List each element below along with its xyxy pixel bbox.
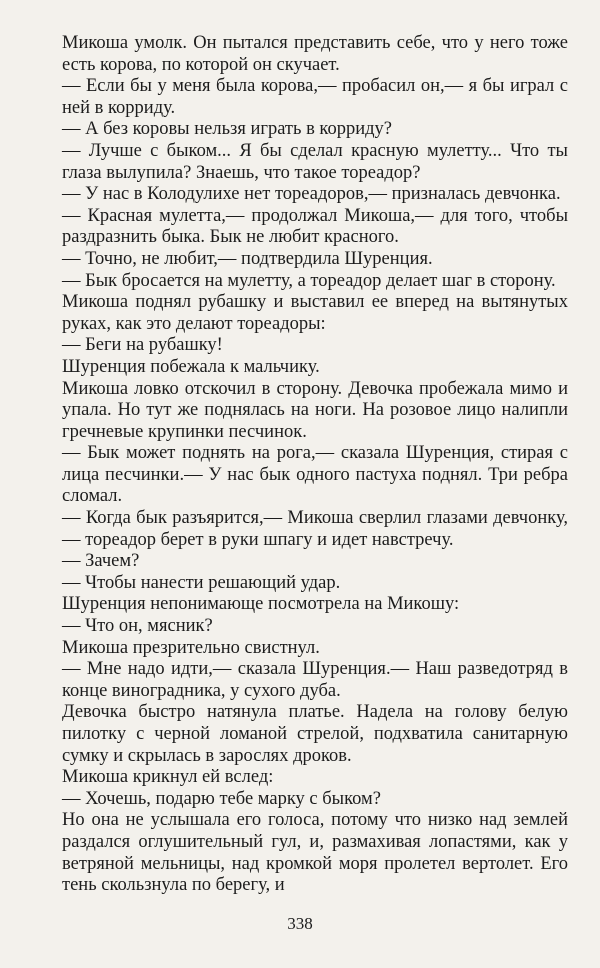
paragraph: — Бык может поднять на рога,— сказала Шуренция, стирая с лица песчинки.— У нас бык одного пастуха поднял. Три ребра сломал. (62, 443, 568, 507)
paragraph: Девочка быстро натянула платье. Надела на голову белую пилотку с черной ломаной стрелой, подхватила санитарную сумку и скрылась в зарослях дроков. (62, 702, 568, 766)
paragraph: — Зачем? (62, 551, 140, 572)
paragraph: — Беги на рубашку! (62, 335, 223, 356)
paragraph: — А без коровы нельзя играть в корриду? (62, 119, 393, 140)
paragraph: — Лучше с быком... Я бы сделал красную мулетту... Что ты глаза вылупила? Знаешь, что такое тореадор? (62, 140, 568, 183)
paragraph: Микоша ловко отскочил в сторону. Девочка пробежала мимо и упала. Но тут же поднялась на ноги. На розовое лицо налипли гречневые крупинки песчинок. (62, 378, 568, 442)
paragraph: — Хочешь, подарю тебе марку с быком? (62, 788, 381, 809)
paragraph: — Точно, не любит,— подтвердила Шуренция. (62, 248, 433, 269)
paragraph: — Бык бросается на мулетту, а тореадор делает шаг в сторону. (62, 270, 556, 291)
paragraph: — Красная мулетта,— продолжал Микоша,— для того, чтобы раздразнить быка. Бык не любит красного. (62, 205, 568, 248)
paragraph: — Если бы у меня была корова,— пробасил он,— я бы играл с ней в корриду. (62, 76, 568, 118)
paragraph: — Чтобы нанести решающий удар. (62, 572, 341, 593)
paragraph: Шуренция непонимающе посмотрела на Микошу: (62, 594, 460, 615)
paragraph: — Когда бык разъярится,— Микоша сверлил глазами девчонку,— тореадор берет в руки шпагу и идет навстречу. (62, 508, 568, 550)
paragraph: Но она не услышала его голоса, потому что низко над землей раздался оглушительный гул, и, размахивая лопастями, как у ветряной мельницы, над кромкой моря пролетел вертолет. Его тень скользнула по берегу, и (62, 810, 568, 896)
body-text (62, 33, 568, 897)
paragraph: Микоша умолк. Он пытался представить себе, что у него тоже есть корова, по которой он скучает. (62, 33, 568, 75)
paragraph: Шуренция побежала к мальчику. (62, 356, 320, 377)
paragraph: Микоша поднял рубашку и выставил ее вперед на вытянутых руках, как это делают тореадоры: (62, 292, 568, 334)
paragraph: Микоша презрительно свистнул. (62, 637, 320, 658)
paragraph: Микоша крикнул ей вслед: (62, 767, 274, 788)
paragraph: — Мне надо идти,— сказала Шуренция.— Наш разведотряд в конце виноградника, у сухого дуба. (62, 659, 568, 701)
paragraph: — Что он, мясник? (62, 616, 213, 637)
paragraph: — У нас в Колодулихе нет тореадоров,— призналась девчонка. (62, 184, 561, 205)
page-number: 338 (287, 914, 313, 933)
